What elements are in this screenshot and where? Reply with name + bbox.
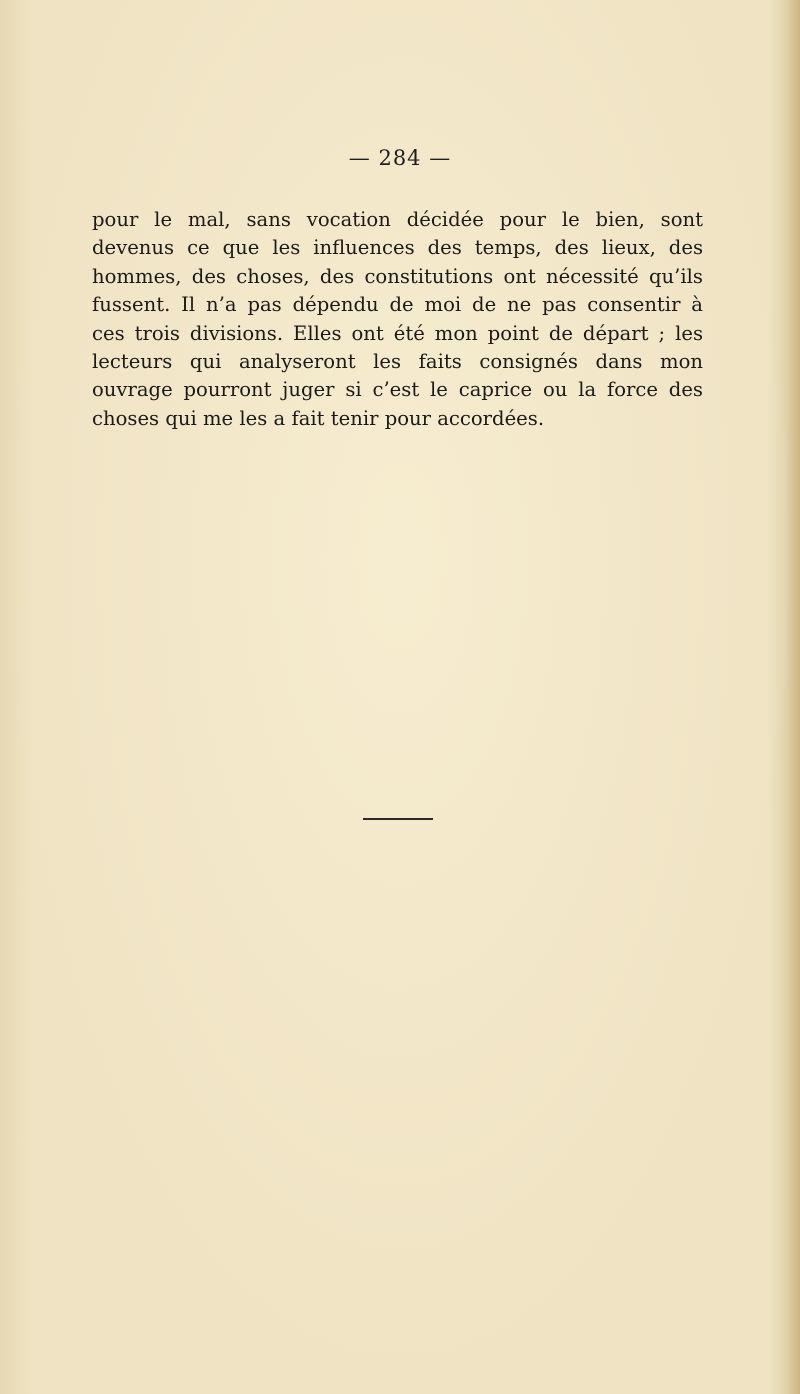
paragraph-line: hommes, des choses, des constitutions ont nécessité qu’ils: [92, 264, 703, 288]
paragraph-line: ouvrage pourront juger si c’est le caprice ou la force des: [92, 378, 703, 402]
paragraph-line: choses qui me les a fait tenir pour accordées.: [92, 406, 545, 430]
paragraph-line: fussent. Il n’a pas dépendu de moi de ne pas consentir à: [92, 293, 703, 317]
paragraph-line: lecteurs qui analyseront les faits consignés dans mon: [92, 350, 703, 374]
paragraph-line: devenus ce que les influences des temps, des lieux, des: [92, 236, 703, 260]
paragraph-line: ces trois divisions. Elles ont été mon point de départ ; les: [92, 321, 703, 345]
paragraph: [92, 206, 703, 433]
page-number: — 284 —: [348, 146, 452, 170]
paragraph-line: pour le mal, sans vocation décidée pour le bien, sont: [92, 208, 703, 231]
page-edge-shadow: [786, 0, 800, 1394]
section-end-rule: [363, 818, 433, 820]
